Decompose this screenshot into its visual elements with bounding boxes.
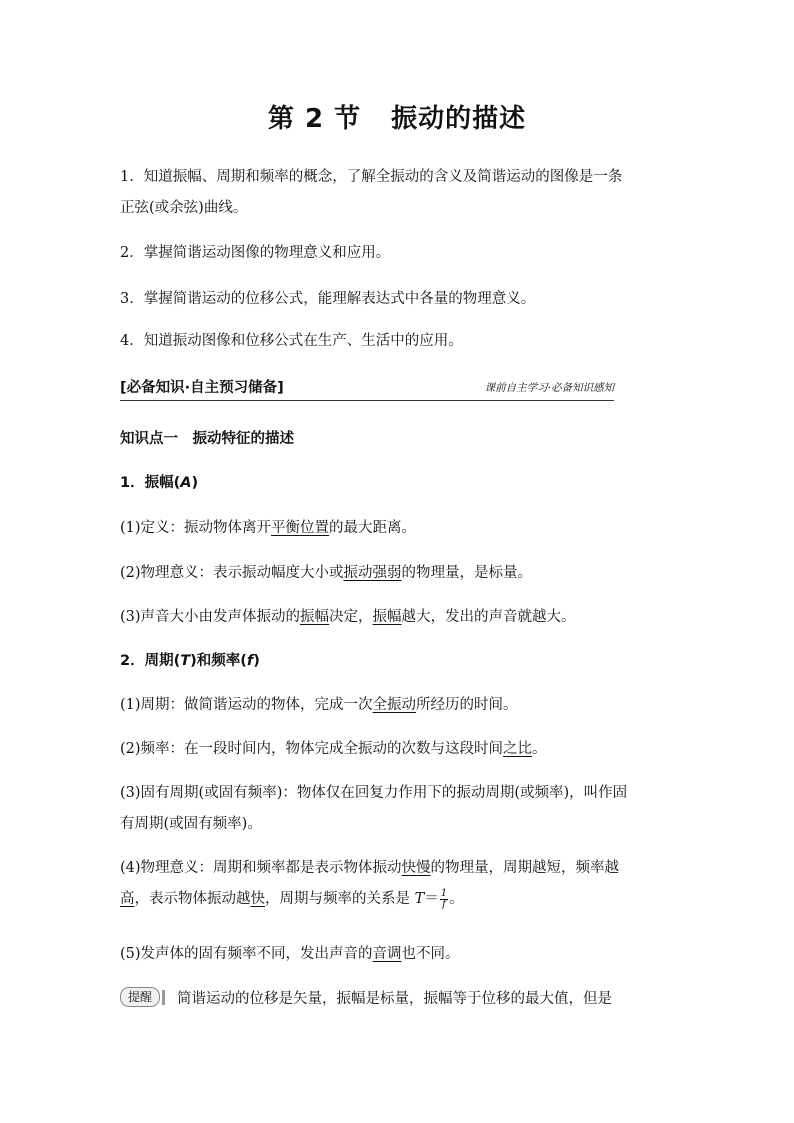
answer-blank: 快 bbox=[250, 891, 265, 907]
formula-lhs: T bbox=[414, 891, 425, 907]
objective-1: 1．知道振幅、周期和频率的概念，了解全振动的含义及简谐运动的图像是一条 正弦(或余弦)曲线。 bbox=[120, 169, 623, 216]
answer-blank: 振动强弱 bbox=[343, 565, 402, 581]
amplitude-definition: (1)定义：振动物体离开平衡位置的最大距离。 bbox=[120, 520, 417, 536]
title-main: 振动的描述 bbox=[391, 104, 527, 134]
section-banner bbox=[120, 376, 614, 401]
period-definition: (1)周期：做简谐运动的物体，完成一次全振动所经历的时间。 bbox=[120, 697, 518, 713]
period-meaning: (4)物理意义：周期和频率都是表示物体振动快慢的物理量，周期越短，频率越 高，表示物体振动越快，周期与频率的关系是 T＝ $\frac{1}{f}$ 。 bbox=[120, 860, 620, 910]
answer-blank: 之比 bbox=[503, 741, 533, 757]
natural-period: (3)固有周期(或固有频率)：物体仅在回复力作用下的振动周期(或频率)，叫作固 有周期(或固有频率)。 bbox=[120, 785, 628, 832]
reminder-note bbox=[120, 984, 680, 1015]
answer-blank: 振幅 bbox=[372, 609, 402, 625]
answer-blank: 高 bbox=[120, 891, 135, 907]
period-heading: 2．周期(T)和频率(f) bbox=[120, 653, 260, 669]
banner-subtitle: 课前自主学习·必备知识感知 bbox=[484, 382, 614, 394]
amplitude-heading: 1．振幅(A) bbox=[120, 475, 199, 491]
title-prefix: 第 2 节 bbox=[267, 104, 362, 134]
amplitude-sound: (3)声音大小由发声体振动的振幅决定，振幅越大，发出的声音就越大。 bbox=[120, 609, 576, 625]
objective-4: 4．知道振动图像和位移公式在生产、生活中的应用。 bbox=[120, 333, 463, 349]
amplitude-meaning: (2)物理意义：表示振动幅度大小或振动强弱的物理量，是标量。 bbox=[120, 565, 533, 581]
answer-blank: 快慢 bbox=[401, 860, 431, 876]
objective-3: 3．掌握简谐运动的位移公式，能理解表达式中各量的物理意义。 bbox=[120, 291, 536, 307]
answer-blank: 音调 bbox=[372, 946, 402, 962]
fraction: $\frac{1}{f}$ bbox=[440, 887, 448, 910]
answer-blank: 全振动 bbox=[372, 697, 417, 713]
page-title bbox=[0, 98, 794, 135]
answer-blank: 振幅 bbox=[300, 609, 330, 625]
frequency-definition: (2)频率：在一段时间内，物体完成全振动的次数与这段时间之比。 bbox=[120, 741, 547, 757]
banner-title: [必备知识·自主预习储备] bbox=[120, 380, 284, 396]
answer-blank: 平衡位置 bbox=[271, 520, 330, 536]
pitch-note: (5)发声体的固有频率不同，发出声音的音调也不同。 bbox=[120, 946, 460, 962]
reminder-badge: 提醒 bbox=[120, 987, 160, 1007]
knowledge-point-heading: 知识点一 振动特征的描述 bbox=[120, 431, 294, 447]
reminder-text: 简谐运动的位移是矢量，振幅是标量，振幅等于位移的最大值，但是 bbox=[177, 991, 613, 1007]
reminder-bar-icon bbox=[162, 990, 165, 1005]
objective-2: 2．掌握简谐运动图像的物理意义和应用。 bbox=[120, 245, 391, 261]
